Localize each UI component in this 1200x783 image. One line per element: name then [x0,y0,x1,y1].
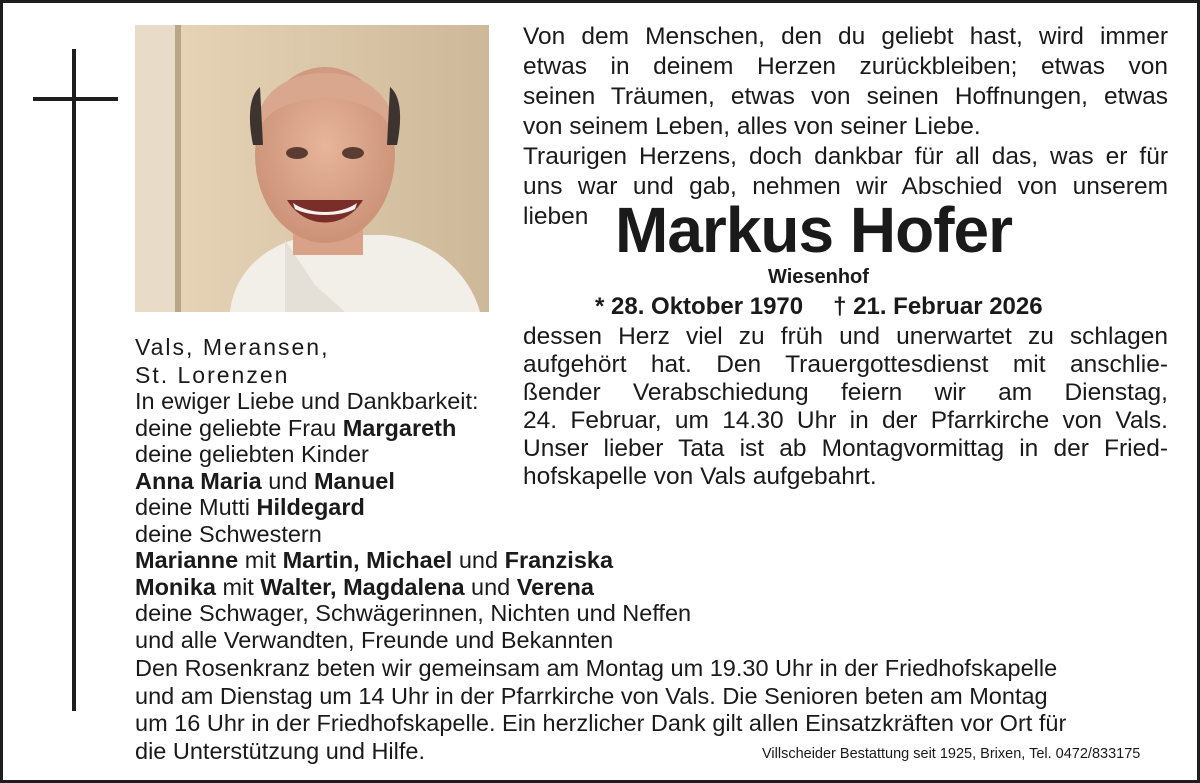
announcement-line: ßender Verabschiedung feiern wir am Dienstag, [523,379,1168,406]
funeral-home-footer: Villscheider Bestattung seit 1925, Brixen, Tel. 0472/833175 [762,746,1141,762]
quote-line: lieben [523,203,589,230]
conjunction: und [261,467,314,494]
sister-name: Marianne [135,547,239,573]
conjunction: und [452,547,505,573]
birth-date: * 28. Oktober 1970 [595,293,804,320]
announcement-line: 24. Februar, um 14.30 Uhr in der Pfarrkirche von Vals. [523,407,1168,434]
child-name: Anna Maria [135,467,262,494]
wife-label: deine geliebte Frau [135,414,343,441]
portrait-photo [135,25,489,312]
deceased-name: Markus Hofer [615,194,1012,266]
rosary-line: um 16 Uhr in der Friedhofskapelle. Ein herzlicher Dank gilt allen Einsatzkräften vor Ort für [135,710,1067,736]
death-date: † 21. Februar 2026 [833,293,1043,320]
sister-name: Monika [135,573,216,600]
mourner-inlaws: deine Schwager, Schwägerinnen, Nichten und Neffen [135,600,692,626]
mourner-mother [135,494,691,521]
mourners-list [135,388,691,653]
announcement-line: hofskapelle von Vals aufgebahrt. [523,463,877,490]
announcement-line: dessen Herz viel zu früh und unerwartet zu schlagen [523,323,1168,350]
sister-family-names: Verena [516,573,594,600]
announcement-line: aufgehört hat. Den Trauergottesdienst mit anschlie- [523,351,1168,378]
mother-name: Hildegard [256,494,365,520]
quote-line: etwas in deinem Herzen zurückbleiben; etwas von [523,53,1168,80]
rosary-line: und am Dienstag um 14 Uhr in der Pfarrkirche von Vals. Die Senioren beten am Montag [135,682,1048,709]
mourner-children [135,468,691,495]
conjunction: mit [215,573,261,600]
place-names [135,333,329,389]
farm-name: Wiesenhof [768,266,869,288]
cross-icon-vertical [72,49,76,711]
cross-icon-horizontal [33,97,118,101]
sisters-label: deine Schwestern [135,520,322,547]
life-dates [595,293,1043,321]
rosary-line: Den Rosenkranz beten wir gemeinsam am Montag um 19.30 Uhr in der Friedhofskapelle [135,655,1058,681]
mourner-relatives: und alle Verwandten, Freunde und Bekannten [135,626,614,653]
mourner-wife [135,415,691,442]
mourners-intro: In ewiger Liebe und Dankbarkeit: [135,388,479,414]
place-line: Vals, Meransen, [135,334,330,360]
children-label: deine geliebten Kinder [135,441,369,467]
sister-family-names: Franziska [504,547,614,573]
wife-name: Margareth [342,414,457,441]
mourner-sister-family [135,574,691,601]
quote-line: seinen Träumen, etwas von seinen Hoffnungen, etwas [523,83,1168,110]
place-line: St. Lorenzen [135,362,290,388]
mother-label: deine Mutti [135,494,257,520]
quote-line: Von dem Menschen, den du geliebt hast, wird immer [523,23,1168,50]
child-name: Manuel [313,467,395,494]
rosary-line: die Unterstützung und Hilfe. [135,737,425,764]
sister-family-names: Martin, Michael [282,547,453,573]
quote-line: Traurigen Herzens, doch dankbar für all das, was er für [523,143,1168,170]
quote-line: von seinem Leben, alles von seiner Liebe. [523,113,981,140]
sister-family-names: Walter, Magdalena [260,573,465,600]
announcement-line: Unser lieber Tata ist ab Montagvormittag in der Fried- [523,435,1168,462]
conjunction: und [464,573,517,600]
conjunction: mit [238,547,283,573]
mourner-sister-family [135,547,691,574]
quote-line: uns war und gab, nehmen wir Abschied von unserem [523,173,1168,200]
